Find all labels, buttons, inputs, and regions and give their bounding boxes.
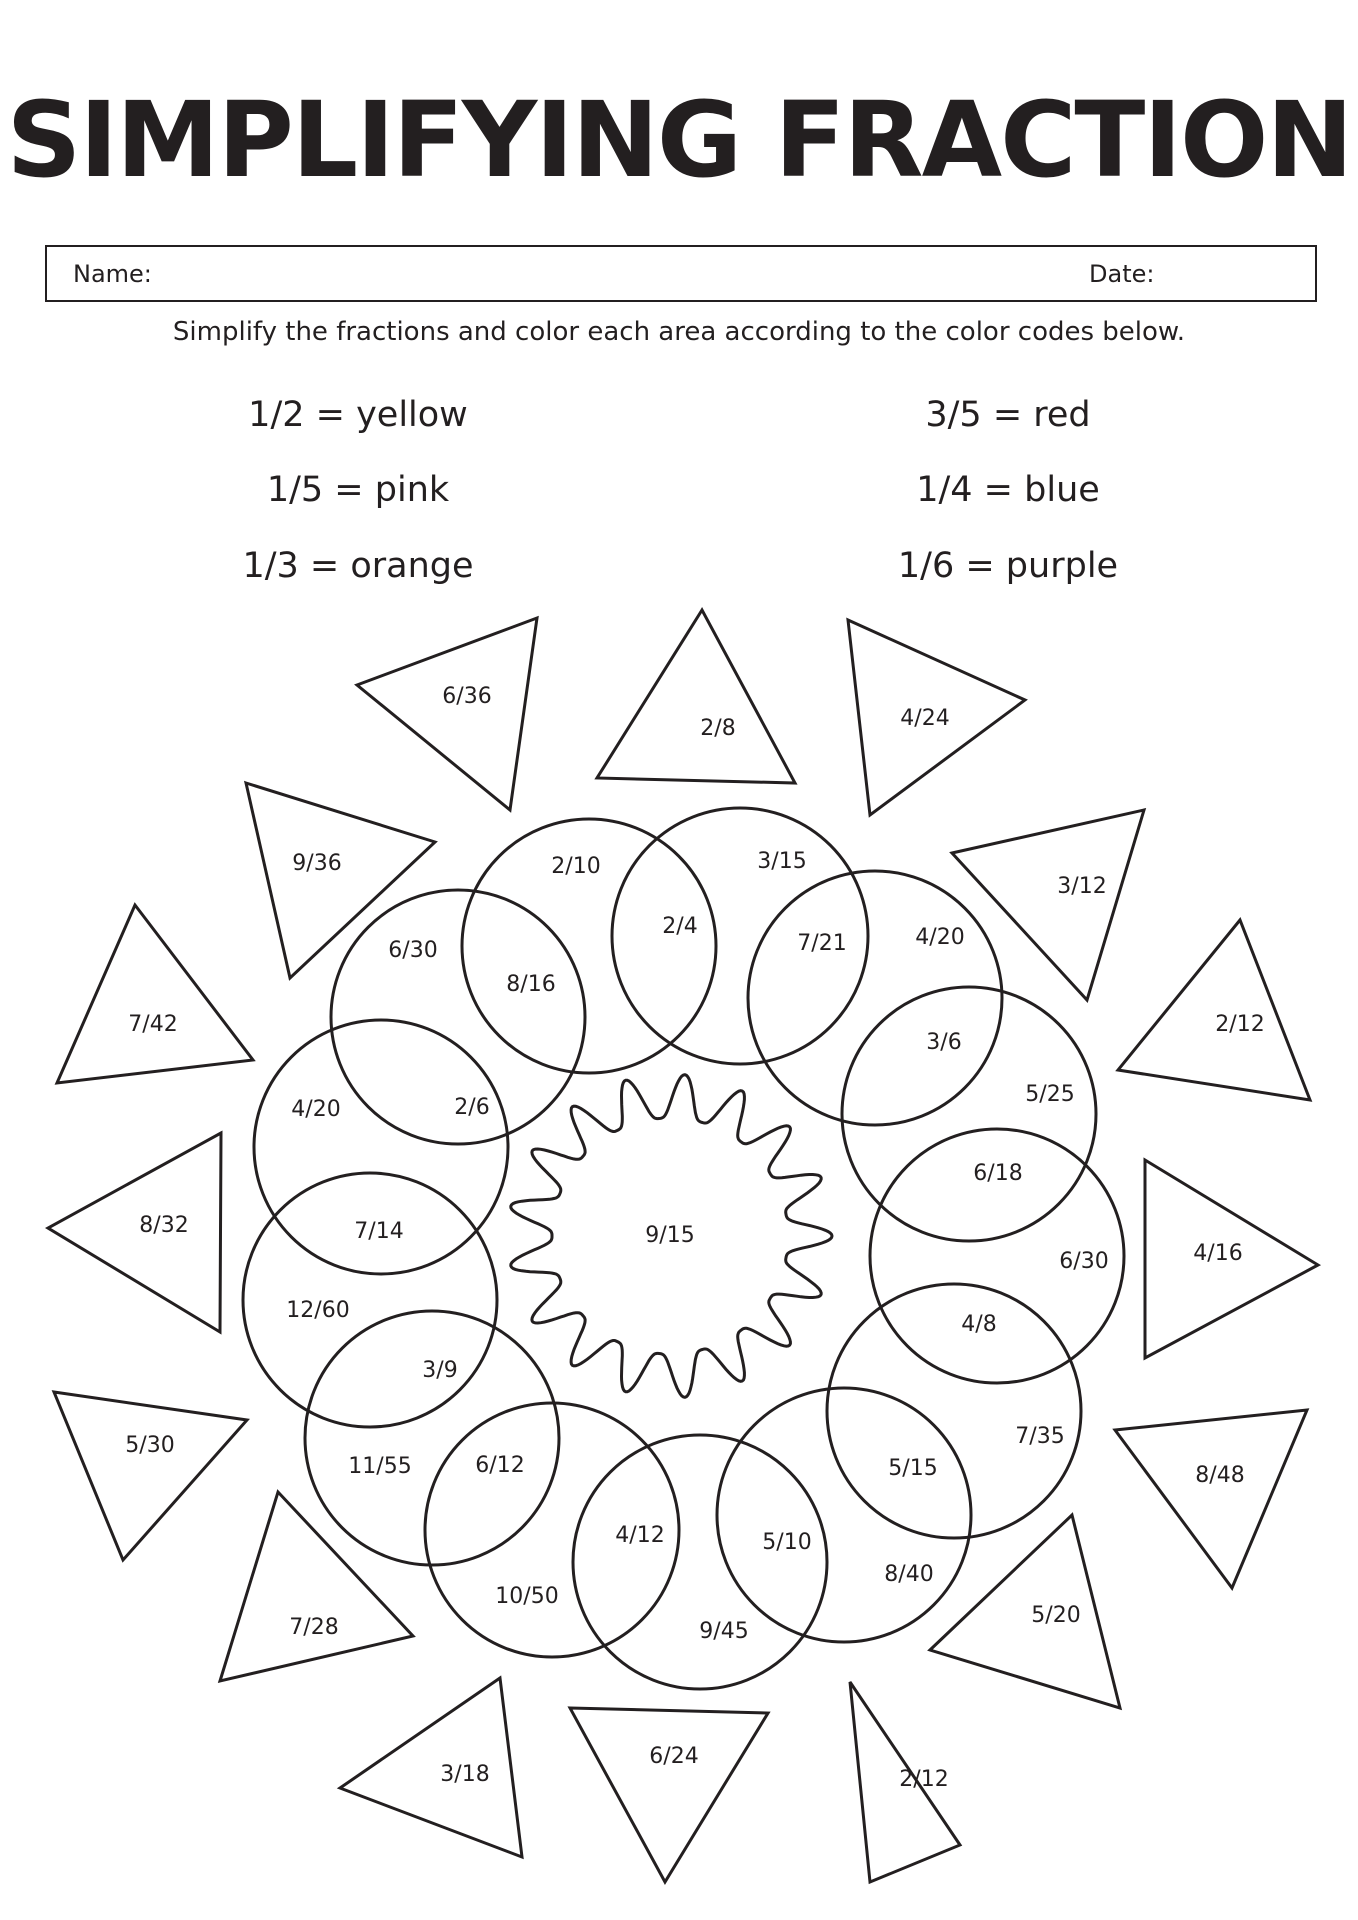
circle-label: 4/20 (915, 925, 965, 950)
circle-label: 3/6 (926, 1030, 962, 1055)
triangle-region[interactable] (340, 1678, 522, 1857)
triangle-label: 4/24 (900, 706, 950, 731)
triangle-label: 2/12 (1215, 1012, 1265, 1037)
circle-label: 5/25 (1025, 1082, 1075, 1107)
instructions: Simplify the fractions and color each area according to the color codes below. (172, 317, 1186, 347)
color-code-red: 3/5 = red (925, 395, 1091, 435)
triangle-region[interactable] (48, 1133, 221, 1332)
circle-label: 7/14 (354, 1219, 404, 1244)
circle-label: 7/21 (797, 931, 847, 956)
circle-label: 9/45 (699, 1619, 749, 1644)
circle-region[interactable] (717, 1388, 971, 1642)
circle-label: 4/20 (291, 1097, 341, 1122)
triangle-region[interactable] (57, 905, 253, 1083)
circle-label: 5/10 (762, 1530, 812, 1555)
triangle-region[interactable] (54, 1392, 247, 1560)
page-title: SIMPLIFYING FRACTION (6, 79, 1352, 201)
color-code-purple: 1/6 = purple (897, 546, 1119, 586)
triangle-region[interactable] (597, 610, 795, 783)
triangle-label: 6/36 (442, 684, 492, 709)
triangle-label: 2/8 (700, 716, 736, 741)
triangle-region[interactable] (357, 618, 537, 810)
circle-label: 2/6 (454, 1095, 490, 1120)
color-code-pink: 1/5 = pink (266, 470, 450, 510)
triangle-label: 3/12 (1057, 874, 1107, 899)
color-code-yellow: 1/2 = yellow (248, 395, 468, 435)
triangle-region[interactable] (930, 1515, 1120, 1708)
triangle-region[interactable] (1115, 1410, 1307, 1588)
circle-label: 6/30 (1059, 1249, 1109, 1274)
color-code-orange: 1/3 = orange (242, 546, 474, 586)
triangle-label: 3/18 (440, 1762, 490, 1787)
triangle-label: 4/16 (1193, 1241, 1243, 1266)
circle-label: 6/30 (388, 938, 438, 963)
color-code-blue: 1/4 = blue (916, 470, 1100, 510)
triangle-region[interactable] (1118, 920, 1310, 1100)
star-label: 9/15 (645, 1223, 695, 1248)
triangle-region[interactable] (570, 1708, 768, 1882)
circle-region[interactable] (573, 1435, 827, 1689)
circle-label: 8/16 (506, 972, 556, 997)
circle-label: 11/55 (348, 1454, 412, 1479)
triangle-label: 7/42 (128, 1012, 178, 1037)
triangle-region[interactable] (952, 810, 1144, 1000)
triangle-label: 5/30 (125, 1433, 175, 1458)
circle-label: 3/9 (422, 1358, 458, 1383)
triangle-label: 7/28 (289, 1615, 339, 1640)
circle-region[interactable] (748, 871, 1002, 1125)
triangle-label: 5/20 (1031, 1603, 1081, 1628)
circle-label: 3/15 (757, 849, 807, 874)
circle-label: 4/8 (961, 1312, 997, 1337)
circle-label: 4/12 (615, 1523, 665, 1548)
circle-region[interactable] (305, 1311, 559, 1565)
circle-label: 12/60 (286, 1298, 350, 1323)
circle-label: 2/10 (551, 854, 601, 879)
name-label: Name: (73, 260, 152, 288)
circle-label: 10/50 (495, 1584, 559, 1609)
circle-label: 5/15 (888, 1456, 938, 1481)
circle-label: 8/40 (884, 1562, 934, 1587)
date-label: Date: (1089, 260, 1155, 288)
circle-region[interactable] (827, 1284, 1081, 1538)
circle-label: 6/12 (475, 1453, 525, 1478)
triangle-region[interactable] (220, 1492, 413, 1681)
triangle-label: 8/48 (1195, 1463, 1245, 1488)
triangle-label: 2/12 (899, 1767, 949, 1792)
triangle-label: 8/32 (139, 1213, 189, 1238)
triangle-label: 9/36 (292, 851, 342, 876)
circle-region[interactable] (243, 1173, 497, 1427)
triangle-label: 6/24 (649, 1744, 699, 1769)
circle-label: 2/4 (662, 914, 698, 939)
circle-label: 6/18 (973, 1161, 1023, 1186)
circle-label: 7/35 (1015, 1424, 1065, 1449)
